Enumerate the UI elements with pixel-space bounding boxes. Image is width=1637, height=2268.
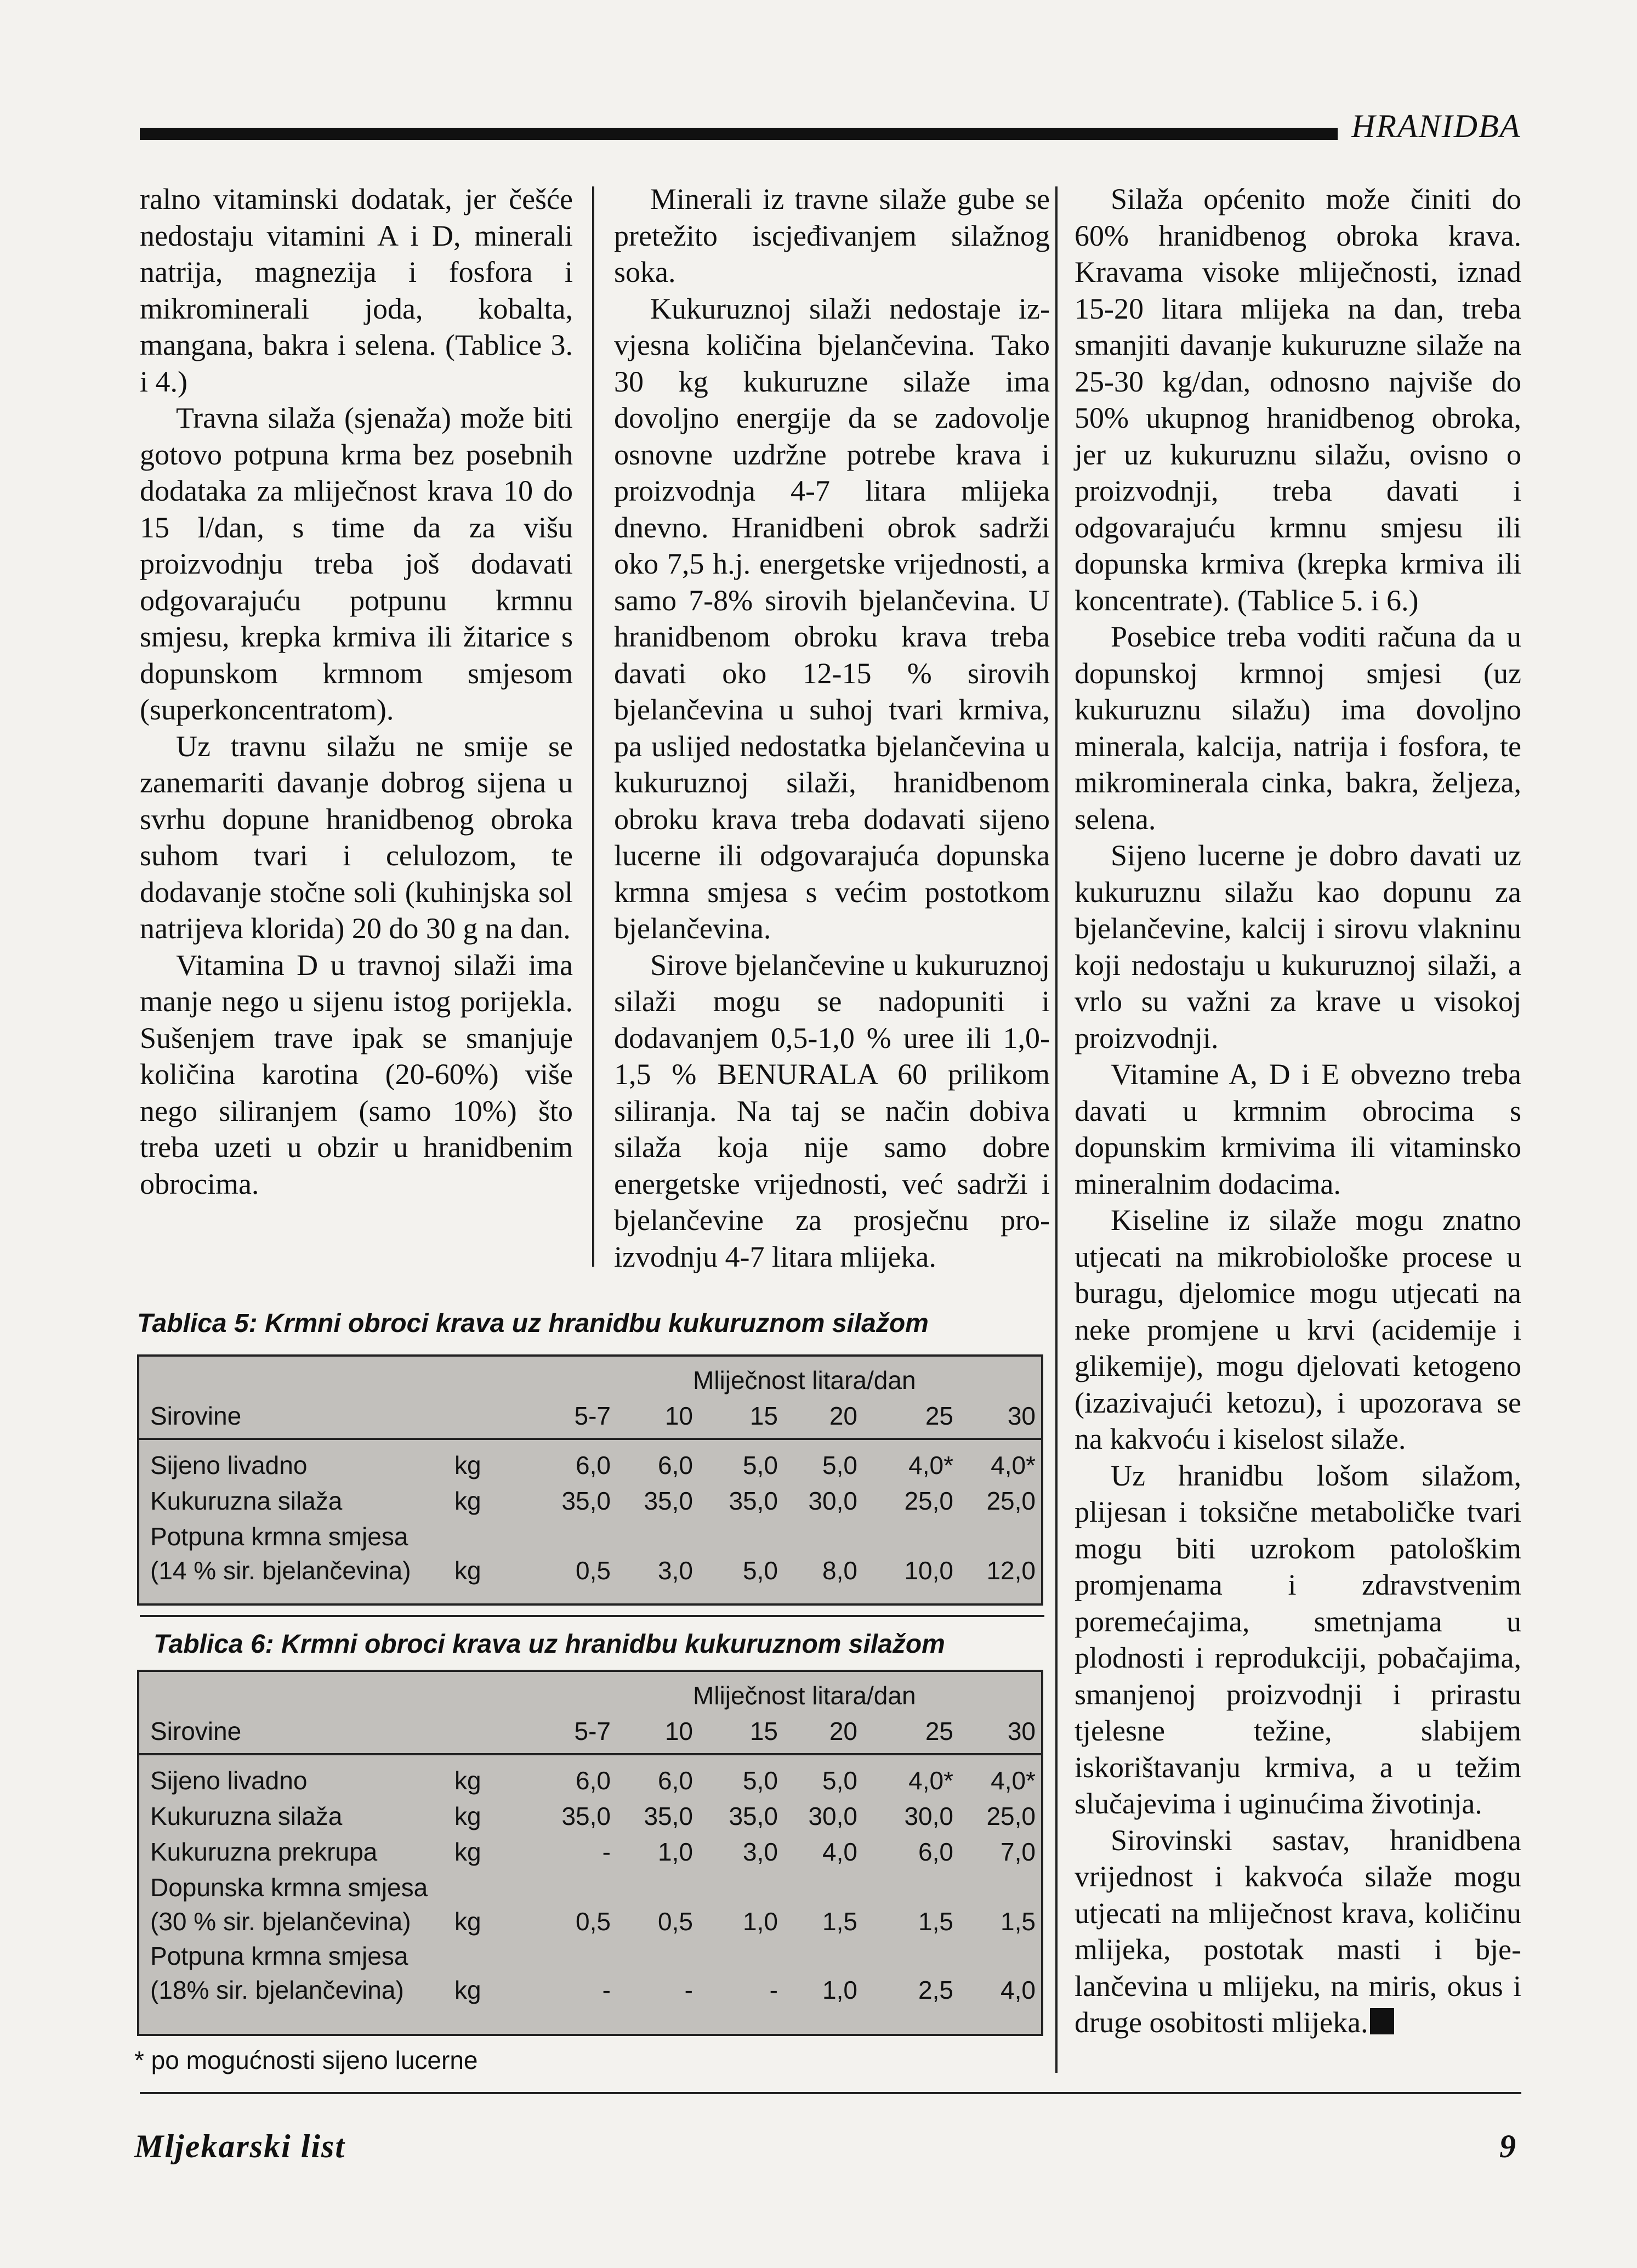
paragraph: Uz hranidbu lošom silažom, plijesan i toksične metaboličke tvari mogu biti uzrokom patološkim promjenama i zdravstvenim poremećajima, smetnjama u plodnosti i reprodukciji, pobačajima, smanjenoj proizvodnji i prirastu tjelesne težine, slabijem iskorištavanju krmiva, a u težim slučajevima i uginućima životinja.	[1075, 1459, 1521, 1820]
header-rule	[140, 128, 1338, 140]
row-unit: kg	[454, 1838, 481, 1866]
table-cell: -	[684, 1976, 693, 2004]
group-header: Mliječnost litara/dan	[693, 1681, 916, 1710]
row-label: (14 % sir. bjelančevina)	[150, 1556, 411, 1585]
table-cell: 0,5	[576, 1556, 611, 1585]
row-unit: kg	[454, 1802, 481, 1830]
table-cell: 3,0	[658, 1556, 693, 1585]
row-unit: kg	[454, 1556, 481, 1585]
paragraph: Vitamine A, D i E obvezno treba davati u krmnim obrocima s dopunskim krmivima ili vitaminsko mineralnim dodacima.	[1075, 1058, 1521, 1200]
row-label: Kukuruzna silaža	[150, 1487, 343, 1515]
column-header: 5-7	[574, 1717, 611, 1745]
table-separator-rule	[140, 1615, 1044, 1617]
row-unit: kg	[454, 1976, 481, 2004]
table-cell: 25,0	[986, 1802, 1036, 1830]
table-cell: 2,5	[918, 1976, 953, 2004]
table-cell: 6,0	[658, 1766, 693, 1795]
row-unit: kg	[454, 1907, 481, 1936]
table-cell: 35,0	[644, 1487, 693, 1515]
table-cell: 1,0	[743, 1907, 778, 1936]
column-header: 30	[1007, 1402, 1036, 1430]
table5	[137, 1354, 1043, 1606]
paragraph: Kiseline iz silaže mogu znatno utjecati na mikrobiološke procese u buragu, djelomice mogu utjecati na neke promjene u krvi (acidemije i glikemije), mogu djelovati ketogeno (izazivajući ketozu), i upozorava se na kakvoću i kiselost silaže.	[1075, 1204, 1521, 1455]
paragraph: Travna silaža (sjenaža) može biti gotovo potpuna krma bez posebnih dodataka za mliječnost krava 10 do 15 l/dan, s time da za višu proizvodnju treba još dodavati odgovarajuću potpunu krmnu smjesu, krepka krmiva ili žitarice s dopunskom krmnom smjesom (superkoncentratom).	[140, 401, 573, 726]
table-cell: 25,0	[904, 1487, 953, 1515]
paragraph: Silaža općenito može činiti do 60% hranidbenog obroka krava. Kravama visoke mliječnosti, iznad 15-20 litara mlijeka na dan, treba smanjiti davanje kukuruzne silaže na 25-30 kg/dan, odnosno najviše do 50% ukupnog hranidbenog obroka, jer uz kukuruznu silažu, ovisno o proizvodnji, treba davati i odgovarajuću krmnu smjesu ili dopunska krmiva (krepka krmiva ili koncentrate). (Tablice 5. i 6.)	[1075, 183, 1521, 617]
table-cell: 5,0	[743, 1451, 778, 1479]
table-cell: 0,5	[658, 1907, 693, 1936]
column-header: Sirovine	[150, 1717, 242, 1745]
table6-caption: Tablica 6: Krmni obroci krava uz hranidbu kukuruznom silažom	[154, 1630, 945, 1659]
table-cell: 35,0	[561, 1802, 611, 1830]
table-cell: 1,5	[822, 1907, 857, 1936]
row-label: Kukuruzna prekrupa	[150, 1838, 378, 1866]
table-cell: 35,0	[561, 1487, 611, 1515]
row-label: Dopunska krmna smjesa	[150, 1873, 428, 1902]
row-label: Sijeno livadno	[150, 1451, 308, 1479]
table-cell: 7,0	[1001, 1838, 1036, 1866]
row-unit: kg	[454, 1766, 481, 1795]
group-header: Mliječnost litara/dan	[693, 1366, 916, 1394]
table-cell: 5,0	[822, 1766, 857, 1795]
table-cell: 35,0	[729, 1802, 778, 1830]
row-label: (18% sir. bjelančevina)	[150, 1976, 404, 2004]
publication-name: Mljekarski list	[134, 2128, 346, 2164]
column-header: 20	[829, 1402, 857, 1430]
table-cell: 4,0*	[991, 1451, 1036, 1479]
table-cell: 35,0	[644, 1802, 693, 1830]
table-cell: 25,0	[986, 1487, 1036, 1515]
paragraph: Kukuruznoj silaži nedostaje izvjesna količina bjelančevina. Tako 30 kg kukuruzne silaže ima dovoljno energije da se zadovolje osnovne uzdržne potrebe krava i proizvodnja 4-7 litara mlijeka dnevno. Hranidbeni obrok sadrži oko 7,5 h.j. energetske vrijednosti, a samo 7-8% sirovih bjelančevina. U hranidbenom obroku krava treba davati oko 12-15 % sirovih bjelančevina u suhoj tvari krmiva, pa uslijed nedostatka bjelančevina u kukuruznoj silaži, hranidbenom obroku krava treba dodavati sijeno lucerne ili odgovarajuća dopunska krmna smjesa s većim postotkom bjelančevina.	[614, 292, 1050, 945]
table-cell: -	[602, 1838, 611, 1866]
column-header: 15	[749, 1717, 778, 1745]
column-header: 10	[664, 1717, 693, 1745]
paragraph: Sirove bjelančevine u kukuruznoj silaži mogu se nadopuniti i dodavanjem 0,5-1,0 % uree ili 1,0-1,5 % BENURALA 60 prilikom siliranja. Na taj se način dobiva silaža koja nije samo dobre energetske vrijednosti, već sadrži i bjelančevine za prosječnu proizvodnju 4-7 litara mlijeka.	[614, 948, 1050, 1273]
column-2	[614, 181, 1050, 1275]
table-cell: 1,5	[1001, 1907, 1036, 1936]
column-header: 30	[1007, 1717, 1036, 1745]
row-label: Potpuna krmna smjesa	[150, 1942, 408, 1970]
column-divider	[592, 186, 594, 1267]
paragraph: Minerali iz travne silaže gube se pretežito iscjeđivanjem silažnog soka.	[614, 183, 1050, 288]
paragraph: Sijeno lucerne je dobro davati uz kukuruznu silažu kao dopunu za bjelančevine, kalcij i sirovu vlakninu koji nedostaju u kukuruznoj silaži, a vrlo su važni za krave u visokoj proizvodnji.	[1075, 839, 1521, 1054]
table-cell: 12,0	[986, 1556, 1036, 1585]
row-unit: kg	[454, 1487, 481, 1515]
page-number: 9	[1499, 2128, 1516, 2164]
column-1	[140, 181, 573, 1202]
table-cell: 5,0	[822, 1451, 857, 1479]
table-cell: 35,0	[729, 1487, 778, 1515]
table-cell: 0,5	[576, 1907, 611, 1936]
table-cell: 1,5	[918, 1907, 953, 1936]
table-cell: 4,0*	[908, 1451, 953, 1479]
table-cell: 4,0	[1001, 1976, 1036, 2004]
section-title: HRANIDBA	[1351, 108, 1521, 144]
table-cell: 6,0	[576, 1451, 611, 1479]
table5-caption: Tablica 5: Krmni obroci krava uz hranidbu kukuruznom silažom	[137, 1309, 929, 1338]
column-header: 25	[925, 1402, 953, 1430]
table-cell: 8,0	[822, 1556, 857, 1585]
column-header: 20	[829, 1717, 857, 1745]
header-divider	[139, 1753, 1041, 1755]
column-3	[1075, 181, 1521, 2041]
table-cell: -	[769, 1976, 778, 2004]
column-header: 15	[749, 1402, 778, 1430]
row-unit: kg	[454, 1451, 481, 1479]
header-divider	[139, 1438, 1041, 1440]
table-cell: 6,0	[918, 1838, 953, 1866]
table-cell: 4,0*	[908, 1766, 953, 1795]
row-label: (30 % sir. bjelančevina)	[150, 1907, 411, 1936]
table-cell: 30,0	[904, 1802, 953, 1830]
row-label: Potpuna krmna smjesa	[150, 1522, 408, 1551]
column-header: 5-7	[574, 1402, 611, 1430]
column-divider	[1055, 186, 1058, 2073]
table-cell: 6,0	[576, 1766, 611, 1795]
table-footnote: * po mogućnosti sijeno lucerne	[134, 2046, 478, 2074]
table-cell: 3,0	[743, 1838, 778, 1866]
table-cell: 4,0	[822, 1838, 857, 1866]
paragraph: Sirovinski sastav, hranidbena vrijednost i kakvoća silaže mogu utjecati na mliječnost krava, količinu mlijeka, postotak masti i bjelančevina u mlijeku, na miris, okus i druge osobitosti mlijeka.	[1075, 1823, 1521, 2039]
footer-rule	[140, 2092, 1521, 2094]
row-label: Sijeno livadno	[150, 1766, 308, 1795]
paragraph: Uz travnu silažu ne smije se zanemariti davanje dobrog sijena u svrhu dopune hranidbenog obroka suhom tvari i celulozom, te dodavanje stočne soli (kuhinjska sol natrijeva klorida) 20 do 30 g na dan.	[140, 729, 573, 945]
paragraph: ralno vitaminski dodatak, jer češće nedostaju vitamini A i D, minerali natrija, magnezija i fosfora i mikrominerali joda, kobalta, mangana, bakra i selena. (Tablice 3. i 4.)	[140, 183, 573, 398]
end-mark	[1370, 2008, 1394, 2034]
column-header: Sirovine	[150, 1402, 242, 1430]
table-cell: 10,0	[904, 1556, 953, 1585]
table-cell: 5,0	[743, 1556, 778, 1585]
table-cell: -	[602, 1976, 611, 2004]
table-cell: 6,0	[658, 1451, 693, 1479]
row-label: Kukuruzna silaža	[150, 1802, 343, 1830]
table6	[137, 1670, 1043, 2036]
paragraph: Vitamina D u travnoj silaži ima manje nego u sijenu istog porijekla. Sušenjem trave ipak se smanjuje količina karotina (20-60%) više nego siliranjem (samo 10%) što treba uzeti u obzir u hranidbenim obrocima.	[140, 948, 573, 1200]
table-cell: 4,0*	[991, 1766, 1036, 1795]
column-header: 25	[925, 1717, 953, 1745]
column-header: 10	[664, 1402, 693, 1430]
table-cell: 1,0	[822, 1976, 857, 2004]
paragraph: Posebice treba voditi računa da u dopunskoj krmnoj smjesi (uz kukuruznu silažu) ima dovoljno minerala, kalcija, natrija i fosfora, te mikrominerala cinka, bakra, željeza, selena.	[1075, 620, 1521, 836]
table-cell: 30,0	[808, 1487, 857, 1515]
table-cell: 5,0	[743, 1766, 778, 1795]
table-cell: 1,0	[658, 1838, 693, 1866]
table-cell: 30,0	[808, 1802, 857, 1830]
